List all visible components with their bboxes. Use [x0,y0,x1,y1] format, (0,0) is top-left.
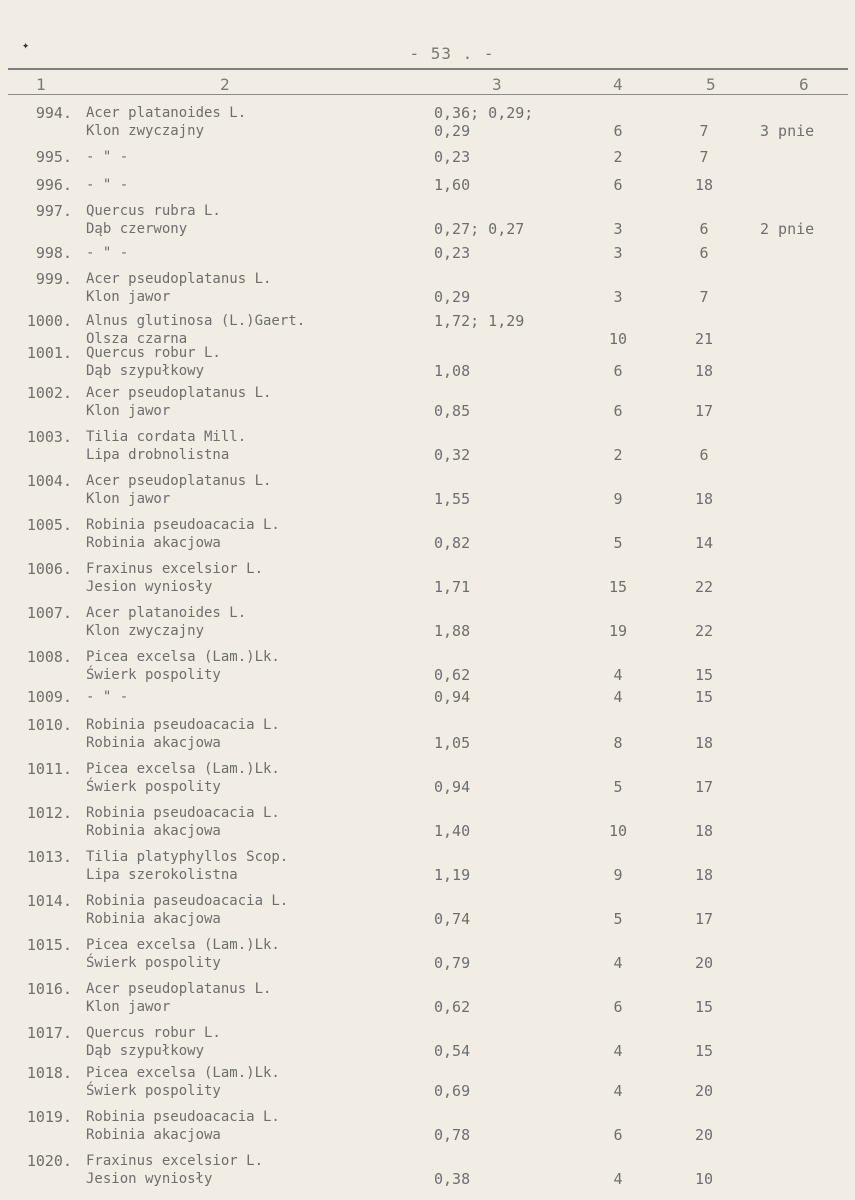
species-polish: Jesion wyniosły [86,1171,213,1187]
column-5-value: 22 [694,578,714,596]
species-name [86,472,271,508]
entry-number: 1008. [26,648,72,666]
column-4-value: 4 [613,666,623,684]
species-polish: Robinia akacjowa [86,823,221,839]
table-row [0,104,855,146]
column-5-value: 6 [699,220,709,238]
table-row [0,648,855,690]
column-4-value: 9 [613,490,623,508]
table-row [0,344,855,386]
species-latin: Acer platanoides L. [86,605,247,621]
species-latin: - " - [86,149,129,165]
table-row [0,892,855,934]
species-polish: Świerk pospolity [86,955,221,971]
column-4-value: 6 [613,362,623,380]
species-polish: Świerk pospolity [86,667,221,683]
species-latin: - " - [86,245,129,261]
column-5-value: 15 [694,666,714,684]
table-row [0,804,855,846]
column-header-1: 1 [36,75,46,94]
column-header-2: 2 [220,75,230,94]
species-name [86,104,246,140]
table-row [0,1064,855,1106]
column-3-value-b: 1,08 [434,362,471,380]
species-name [86,848,288,884]
species-latin: Acer pseudoplatanus L. [86,271,272,287]
column-3-value-b: 1,05 [434,734,471,752]
species-name [86,892,288,928]
column-5-value: 15 [694,688,714,706]
entry-number: 1013. [26,848,72,866]
column-5-value: 17 [694,778,714,796]
column-3-value-b: 0,94 [434,778,471,796]
column-3-value-a: 0,94 [434,688,471,706]
column-4-value: 2 [613,148,623,166]
entry-number: 1002. [26,384,72,402]
species-latin: Robinia pseudoacacia L. [86,805,280,821]
column-4-value: 5 [613,910,623,928]
entry-number: 1018. [26,1064,72,1082]
species-polish: Klon jawor [86,403,171,419]
column-3-value-b: 1,19 [434,866,471,884]
column-4-value: 10 [608,330,628,348]
column-4-value: 6 [613,122,623,140]
species-name [86,1152,263,1188]
species-latin: Alnus glutinosa (L.)Gaert. [86,313,306,329]
entry-number: 1009. [26,688,72,706]
column-4-value: 4 [613,1170,623,1188]
species-latin: Robinia pseudoacacia L. [86,717,280,733]
species-name [86,604,246,640]
column-6-note: 2 pnie [760,220,815,238]
species-name [86,648,280,684]
species-polish: Robinia akacjowa [86,911,221,927]
column-5-value: 7 [699,148,709,166]
species-latin: Tilia cordata Mill. [86,429,247,445]
column-5-value: 10 [694,1170,714,1188]
entry-number: 1012. [26,804,72,822]
column-4-value: 4 [613,688,623,706]
column-header-6: 6 [799,75,809,94]
species-name [86,1108,280,1144]
column-3-value-a: 0,36; 0,29; [434,104,534,122]
species-polish: Robinia akacjowa [86,535,221,551]
column-5-value: 18 [694,362,714,380]
column-5-value: 22 [694,622,714,640]
column-4-value: 5 [613,534,623,552]
species-latin: Picea excelsa (Lam.)Lk. [86,937,280,953]
species-latin: Picea excelsa (Lam.)Lk. [86,761,280,777]
species-name [86,1064,280,1100]
column-3-value-b: 0,79 [434,954,471,972]
column-3-value-b: 0,29 [434,122,471,140]
entry-number: 1014. [26,892,72,910]
species-latin: Quercus robur L. [86,1025,221,1041]
species-latin: Acer pseudoplatanus L. [86,981,272,997]
table-row [0,716,855,758]
species-latin: Tilia platyphyllos Scop. [86,849,289,865]
column-header-5: 5 [706,75,716,94]
table-row [0,270,855,312]
species-name [86,384,271,420]
table-row [0,516,855,558]
entry-number: 1000. [26,312,72,330]
column-5-value: 18 [694,490,714,508]
column-5-value: 18 [694,734,714,752]
species-name [86,1024,221,1060]
species-name [86,516,280,552]
species-latin: Robinia paseudoacacia L. [86,893,289,909]
species-latin: Quercus robur L. [86,345,221,361]
species-name [86,980,271,1016]
species-latin: - " - [86,177,129,193]
column-5-value: 14 [694,534,714,552]
table-row [0,1024,855,1066]
page-number: - 53 . - [409,44,495,63]
column-4-value: 6 [613,1126,623,1144]
column-4-value: 3 [613,288,623,306]
entry-number: 1019. [26,1108,72,1126]
species-polish: Jesion wyniosły [86,579,213,595]
column-3-value-b: 0,62 [434,666,471,684]
column-5-value: 6 [699,244,709,262]
entry-number: 994. [35,104,72,122]
column-5-value: 18 [694,866,714,884]
species-latin: Acer platanoides L. [86,105,247,121]
species-name [86,202,221,238]
column-3-value-b: 0,29 [434,288,471,306]
entry-number: 1001. [26,344,72,362]
species-polish: Klon zwyczajny [86,123,205,139]
table-row [0,604,855,646]
species-latin: Picea excelsa (Lam.)Lk. [86,649,280,665]
table-row [0,384,855,426]
species-polish: Klon jawor [86,999,171,1015]
species-polish: Klon jawor [86,491,171,507]
column-5-value: 7 [699,288,709,306]
column-4-value: 3 [613,244,623,262]
column-4-value: 6 [613,402,623,420]
species-polish: Świerk pospolity [86,779,221,795]
column-3-value-b: 1,40 [434,822,471,840]
column-4-value: 4 [613,1042,623,1060]
table-row [0,980,855,1022]
column-3-value-a: 0,23 [434,244,471,262]
punch-mark: ✦ [22,38,30,52]
column-5-value: 18 [694,822,714,840]
column-3-value-b: 0,85 [434,402,471,420]
table-row [0,848,855,890]
column-5-value: 18 [694,176,714,194]
species-name [86,716,280,752]
column-4-value: 8 [613,734,623,752]
table-row [0,202,855,244]
table-row [0,936,855,978]
species-polish: Olsza czarna [86,331,188,347]
column-4-value: 2 [613,446,623,464]
column-5-value: 20 [694,1126,714,1144]
species-polish: Lipa szerokolistna [86,867,238,883]
column-5-value: 6 [699,446,709,464]
entry-number: 1016. [26,980,72,998]
column-4-value: 6 [613,176,623,194]
entry-number: 1010. [26,716,72,734]
column-3-value-b: 1,71 [434,578,471,596]
column-3-value-b: 0,78 [434,1126,471,1144]
species-polish: Robinia akacjowa [86,1127,221,1143]
column-6-note: 3 pnie [760,122,815,140]
species-polish: Lipa drobnolistna [86,447,230,463]
table-row [0,428,855,470]
entry-number: 1020. [26,1152,72,1170]
species-name [86,428,246,464]
column-3-value-a: 1,72; 1,29 [434,312,525,330]
entry-number: 995. [35,148,72,166]
entry-number: 1005. [26,516,72,534]
species-latin: Picea excelsa (Lam.)Lk. [86,1065,280,1081]
column-4-value: 9 [613,866,623,884]
column-5-value: 15 [694,998,714,1016]
table-row [0,560,855,602]
entry-number: 1015. [26,936,72,954]
entry-number: 998. [35,244,72,262]
column-header-4: 4 [613,75,623,94]
entry-number: 1017. [26,1024,72,1042]
table-row [0,472,855,514]
column-3-value-b: 0,62 [434,998,471,1016]
species-polish: Klon zwyczajny [86,623,205,639]
species-polish: Dąb szypułkowy [86,363,205,379]
species-name [86,936,280,972]
column-3-value-b: 1,55 [434,490,471,508]
column-3-value-b: 0,38 [434,1170,471,1188]
species-name [86,560,263,596]
entry-number: 1004. [26,472,72,490]
species-name [86,760,280,796]
column-4-value: 5 [613,778,623,796]
species-name [86,344,221,380]
entry-number: 999. [35,270,72,288]
species-polish: Klon jawor [86,289,171,305]
column-5-value: 15 [694,1042,714,1060]
species-polish: Robinia akacjowa [86,735,221,751]
table-row [0,1152,855,1194]
species-polish: Dąb szypułkowy [86,1043,205,1059]
species-latin: Acer pseudoplatanus L. [86,385,272,401]
column-3-value-b: 1,88 [434,622,471,640]
entry-number: 1006. [26,560,72,578]
species-latin: Robinia pseudoacacia L. [86,1109,280,1125]
header-top-rule [8,68,848,70]
entry-number: 996. [35,176,72,194]
species-name [86,312,305,348]
column-4-value: 4 [613,954,623,972]
entry-number: 1011. [26,760,72,778]
species-latin: - " - [86,689,129,705]
column-5-value: 20 [694,954,714,972]
column-4-value: 3 [613,220,623,238]
column-3-value-a: 1,60 [434,176,471,194]
entry-number: 1007. [26,604,72,622]
species-polish: Dąb czerwony [86,221,188,237]
column-4-value: 15 [608,578,628,596]
species-name [86,270,271,306]
column-5-value: 17 [694,910,714,928]
header-bottom-rule [8,94,848,95]
column-3-value-b: 0,54 [434,1042,471,1060]
column-5-value: 7 [699,122,709,140]
column-3-value-b: 0,27; 0,27 [434,220,525,238]
column-3-value-b: 0,82 [434,534,471,552]
column-4-value: 10 [608,822,628,840]
species-latin: Fraxinus excelsior L. [86,1153,264,1169]
column-header-3: 3 [492,75,502,94]
column-4-value: 6 [613,998,623,1016]
entry-number: 1003. [26,428,72,446]
column-4-value: 19 [608,622,628,640]
column-3-value-b: 0,69 [434,1082,471,1100]
column-3-value-a: 0,23 [434,148,471,166]
column-3-value-b: 0,32 [434,446,471,464]
column-3-value-b: 0,74 [434,910,471,928]
species-latin: Robinia pseudoacacia L. [86,517,280,533]
column-5-value: 20 [694,1082,714,1100]
species-latin: Acer pseudoplatanus L. [86,473,272,489]
species-latin: Fraxinus excelsior L. [86,561,264,577]
species-name [86,804,280,840]
table-row [0,1108,855,1150]
species-polish: Świerk pospolity [86,1083,221,1099]
table-row [0,760,855,802]
column-5-value: 21 [694,330,714,348]
column-5-value: 17 [694,402,714,420]
column-4-value: 4 [613,1082,623,1100]
entry-number: 997. [35,202,72,220]
species-latin: Quercus rubra L. [86,203,221,219]
